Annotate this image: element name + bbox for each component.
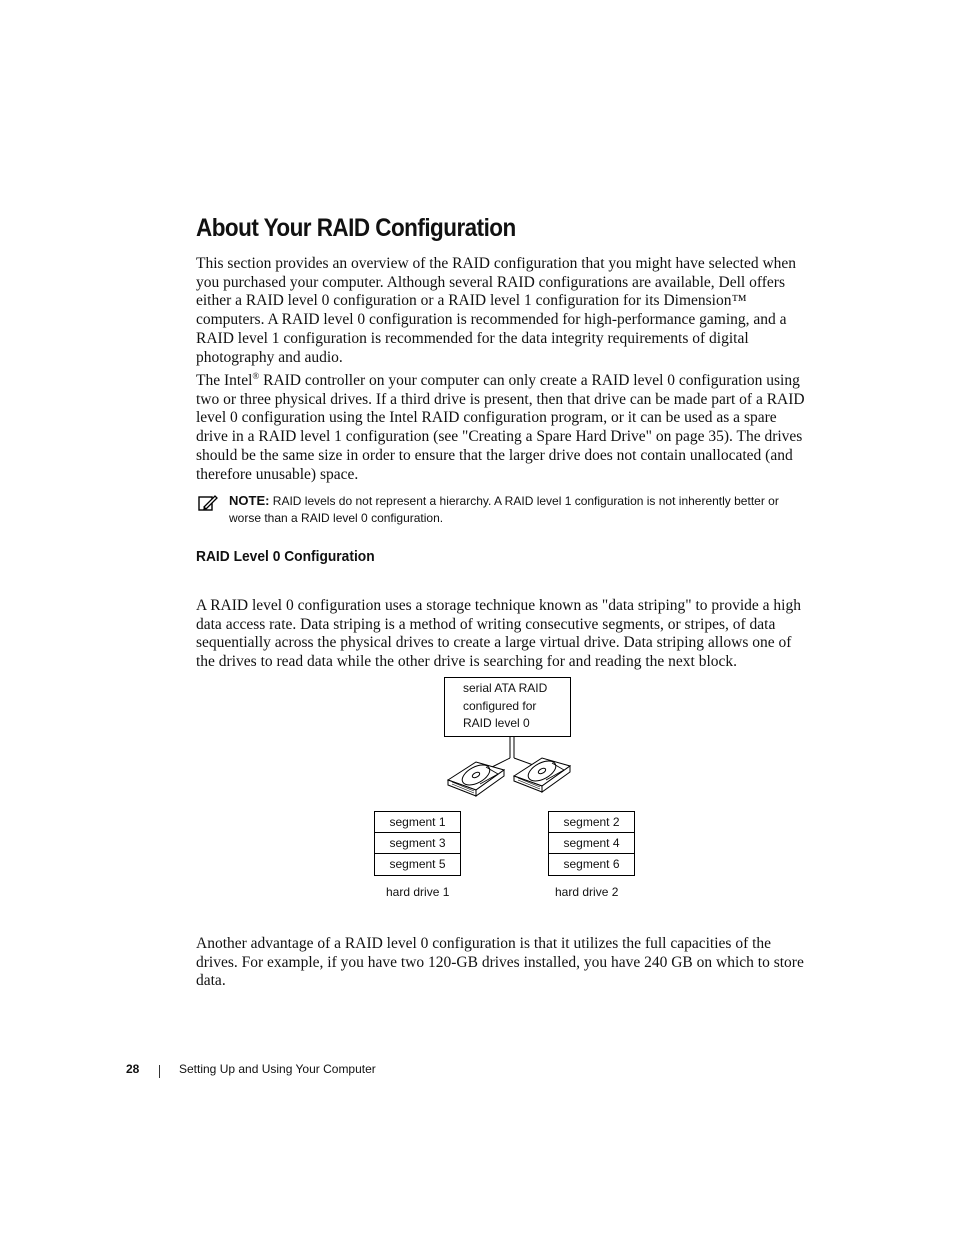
para2-text-end: RAID controller on your computer can only create a RAID level 0 configuration using two or three physical drives. If a third drive is present, then that drive can be made part of a RAID level 0 configuration using the Intel RAID configuration program, or it can be used as a spare drive in a RAID level 1 configuration (see "Creating a Spare Hard Drive" on page 35). The drives should be the same size in order to ensure that the larger drive does not contain unallocated (and therefore unusable) space. — [196, 372, 805, 483]
segment-cell: segment 1 — [375, 812, 460, 833]
para2-text-start: The Intel — [196, 372, 253, 389]
page-title: About Your RAID Configuration — [196, 214, 516, 242]
raid0-diagram — [360, 670, 650, 910]
hard-drive-icon — [448, 761, 504, 796]
controller-line: serial ATA RAID — [463, 681, 548, 695]
capacity-paragraph: Another advantage of a RAID level 0 configuration is that it utilizes the full capacities of the drives. For example, if you have two 120-GB drives installed, you have 240 GB on which to store data. — [196, 935, 804, 990]
footer-section-title: Setting Up and Using Your Computer — [179, 1062, 376, 1076]
registered-mark: ® — [252, 370, 260, 381]
connector-lines — [486, 737, 536, 770]
section-subtitle: RAID Level 0 Configuration — [196, 548, 375, 565]
controller-line: configured for — [463, 698, 537, 713]
segment-cell: segment 2 — [549, 812, 634, 833]
segment-cell: segment 6 — [563, 857, 620, 871]
hard-drive-1-segments — [374, 811, 461, 876]
footer-divider — [159, 1065, 160, 1078]
striping-paragraph: A RAID level 0 configuration uses a storage technique known as "data striping" to provide a high data access rate. Data striping is a method of writing consecutive segments, or stripes, of data sequentially across the physical drives to create a large virtual drive. Data striping allows one of the drives to read data while the other drive is searching for and reading the next block. — [196, 597, 801, 671]
page-number: 28 — [126, 1062, 140, 1076]
intro-paragraph: This section provides an overview of the RAID configuration that you might have selected when you purchased your computer. Although several RAID configurations are available, Dell offers either a RAID level 0 configuration or a RAID level 1 configuration for its Dimension™ computers. A RAID level 0 configuration is recommended for high-performance gaming, and a RAID level 1 configuration is recommended for the data integrity requirements of digital photography and audio. — [196, 255, 797, 366]
note-text — [229, 492, 813, 527]
segment-cell: segment 4 — [549, 833, 634, 854]
segment-cell: segment 3 — [375, 833, 460, 854]
note-pencil-icon — [198, 494, 218, 512]
note-body: RAID levels do not represent a hierarchy. A RAID level 1 configuration is not inherently better or worse than a RAID level 0 configuration. — [229, 494, 779, 525]
hard-drive-1-label: hard drive 1 — [386, 885, 450, 899]
controller-line: RAID level 0 — [463, 716, 530, 730]
raid-controller-box — [444, 677, 571, 737]
hard-drive-icon — [514, 757, 570, 792]
note-label: NOTE: — [229, 493, 270, 508]
segment-cell: segment 5 — [389, 857, 446, 871]
hard-drive-2-segments — [548, 811, 635, 876]
intel-raid-paragraph — [196, 372, 812, 484]
hard-drive-2-label: hard drive 2 — [555, 885, 619, 899]
